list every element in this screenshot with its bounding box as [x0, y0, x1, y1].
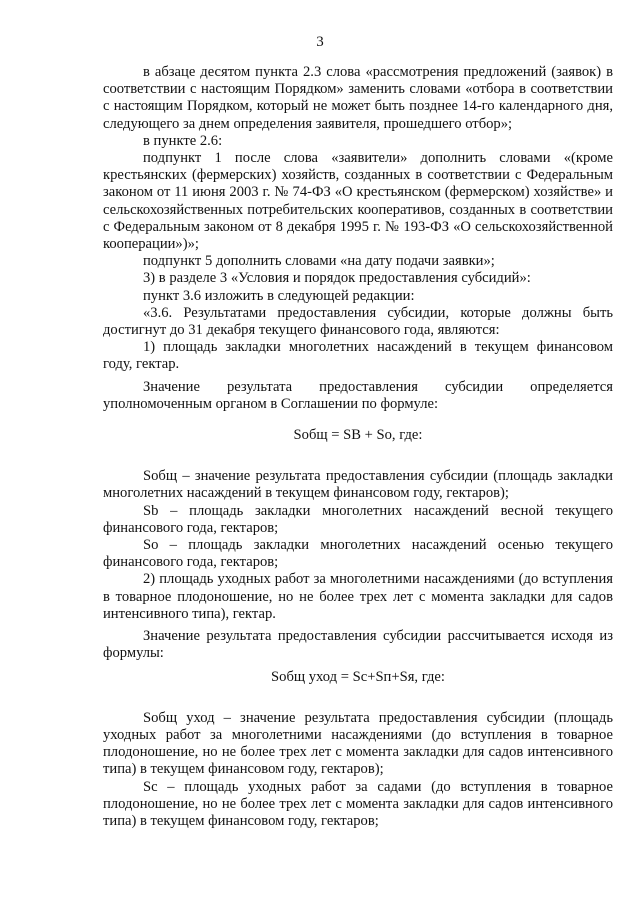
paragraph-def-so: Sо – площадь закладки многолетних насаждений осенью текущего финансового года, гектаров;: [103, 537, 613, 571]
paragraph-section-3: 3) в разделе 3 «Условия и порядок предоставления субсидий»:: [143, 270, 531, 287]
paragraph-def-sobsch-care: Sобщ уход – значение результата предоставления субсидии (площадь уходных работ за многолетними насаждениями (до вступления в товарное плодоношение, но не более трех лет с момента закладки для садов интенсивного типа) в текущем финансовом году, гектаров);: [103, 709, 613, 778]
paragraph-result-1: 1) площадь закладки многолетних насаждений в текущем финансовом году, гектар.: [103, 339, 613, 373]
paragraph-formula-intro-2: Значение результата предоставления субсидии рассчитывается исходя из формулы:: [103, 628, 613, 662]
formula-care: Sобщ уход = Sс+Sп+Sя, где:: [271, 668, 445, 685]
paragraph-result-2: 2) площадь уходных работ за многолетними насаждениями (до вступления в товарное плодоношение, но не более трех лет с момента закладки для садов интенсивного типа), гектар.: [103, 571, 613, 622]
page-number: 3: [316, 34, 324, 50]
paragraph-formula-intro-1: Значение результата предоставления субсидии определяется уполномоченным органом в Соглашении по формуле:: [103, 378, 613, 412]
paragraph-item-2-6-heading: в пункте 2.6:: [143, 132, 223, 149]
paragraph-item-2-3: в абзаце десятом пункта 2.3 слова «рассмотрения предложений (заявок) в соответствии с настоящим Порядком» заменить словами «отбора в соответствии с настоящим Порядком, который не может быть позднее 14-го календарного дня, следующего за днем определения заявителя, прошедшего отбор»;: [103, 64, 613, 132]
paragraph-item-3-6-text: «3.6. Результатами предоставления субсидии, которые должны быть достигнут до 31 декабря текущего финансового года, являются:: [103, 304, 613, 339]
formula-total: Sобщ = SВ + Sо, где:: [293, 427, 423, 444]
paragraph-def-sb: Sb – площадь закладки многолетних насаждений весной текущего финансового года, гектаров;: [103, 502, 613, 536]
paragraph-def-sc: Sс – площадь уходных работ за садами (до вступления в товарное плодоношение, но не более трех лет с момента закладки для садов интенсивного типа) в текущем финансовом году, гектаров;: [103, 778, 613, 829]
paragraph-subitem-1: подпункт 1 после слова «заявители» дополнить словами «(кроме крестьянских (фермерских) хозяйств, созданных в соответствии с Федеральным законом от 11 июня 2003 г. № 74-ФЗ «О крестьянском (фермерском) хозяйстве» и сельскохозяйственных потребительских кооперативов, созданных в соответствии с Федеральным законом от 8 декабря 1995 г. № 193-ФЗ «О сельскохозяйственной кооперации»)»;: [103, 150, 613, 253]
document-body: [103, 64, 613, 830]
paragraph-item-3-6-intro: пункт 3.6 изложить в следующей редакции:: [143, 287, 415, 304]
paragraph-def-sobsch: Sобщ – значение результата предоставления субсидии (площадь закладки многолетних насаждений в текущем финансовом году, гектаров);: [103, 468, 613, 502]
paragraph-subitem-5: подпункт 5 дополнить словами «на дату подачи заявки»;: [143, 253, 495, 270]
